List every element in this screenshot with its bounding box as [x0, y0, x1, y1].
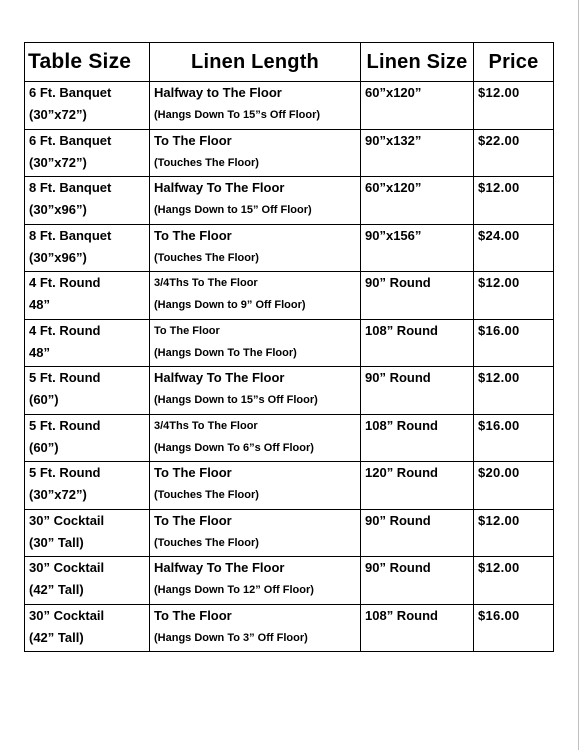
price-value: $12.00: [478, 370, 520, 385]
cell-price: [474, 367, 554, 415]
cell-table-size: [25, 509, 150, 557]
table-size-name: 4 Ft. Round: [29, 322, 101, 338]
cell-linen-size: [361, 129, 474, 177]
linen-size-value: 120” Round: [365, 465, 438, 480]
cell-linen-length: [150, 414, 361, 462]
linen-size-value: 60”x120”: [365, 180, 422, 195]
linen-length-label: Halfway To The Floor: [154, 180, 285, 195]
cell-linen-length: [150, 82, 361, 130]
table-row: [25, 557, 554, 605]
cell-linen-size: [361, 414, 474, 462]
table-size-dimensions: (30” Tall): [29, 534, 84, 550]
header-linen-length: Linen Length: [150, 43, 361, 82]
cell-linen-length: [150, 177, 361, 225]
table-size-name: 30” Cocktail: [29, 512, 105, 528]
linen-size-value: 108” Round: [365, 322, 438, 338]
cell-table-size: [25, 557, 150, 605]
table-size-dimensions: (30”x96”): [29, 249, 87, 265]
table-size-dimensions: (60”): [29, 392, 59, 407]
table-size-name: 5 Ft. Round: [29, 417, 101, 433]
table-size-name: 30” Cocktail: [29, 607, 105, 623]
cell-price: [474, 272, 554, 320]
price-value: $12.00: [478, 512, 520, 528]
linen-length-label: 3/4Ths To The Floor: [154, 419, 258, 432]
linen-length-note: (Hangs Down To 12” Off Floor): [154, 584, 314, 596]
table-size-dimensions: (42” Tall): [29, 582, 84, 597]
linen-size-value: 108” Round: [365, 607, 438, 623]
linen-length-note: (Touches The Floor): [154, 156, 259, 169]
header-linen-size: Linen Size: [361, 43, 474, 82]
table-size-dimensions: (30”x72”): [29, 107, 87, 122]
linen-length-note: (Hangs Down To 3” Off Floor): [154, 631, 308, 644]
linen-length-note: (Hangs Down to 15”s Off Floor): [154, 394, 318, 406]
cell-table-size: [25, 82, 150, 130]
table-row: [25, 129, 554, 177]
linen-length-note: (Hangs Down to 15” Off Floor): [154, 204, 312, 216]
cell-linen-size: [361, 509, 474, 557]
cell-linen-size: [361, 462, 474, 510]
linen-length-note: (Hangs Down To The Floor): [154, 346, 297, 359]
table-size-dimensions: (30”x96”): [29, 202, 87, 217]
price-value: $22.00: [478, 132, 520, 148]
table-size-dimensions: (30”x72”): [29, 487, 87, 502]
cell-linen-length: [150, 224, 361, 272]
linen-length-label: To The Floor: [154, 324, 220, 337]
table-size-dimensions: 48”: [29, 297, 50, 312]
linen-length-label: 3/4Ths To The Floor: [154, 277, 258, 289]
table-size-name: 8 Ft. Banquet: [29, 180, 112, 195]
linen-length-label: To The Floor: [154, 465, 232, 480]
price-value: $24.00: [478, 227, 520, 243]
cell-linen-size: [361, 319, 474, 367]
linen-length-note: (Touches The Floor): [154, 251, 259, 264]
cell-table-size: [25, 272, 150, 320]
linen-length-label: Halfway To The Floor: [154, 560, 285, 575]
price-value: $16.00: [478, 417, 520, 433]
table-size-dimensions: (42” Tall): [29, 629, 84, 645]
cell-linen-size: [361, 82, 474, 130]
table-size-name: 4 Ft. Round: [29, 275, 101, 290]
table-size-dimensions: 48”: [29, 344, 50, 360]
cell-table-size: [25, 414, 150, 462]
cell-linen-size: [361, 367, 474, 415]
linen-length-note: (Touches The Floor): [154, 536, 259, 549]
table-row: [25, 509, 554, 557]
cell-price: [474, 129, 554, 177]
table-size-name: 30” Cocktail: [29, 560, 105, 575]
cell-price: [474, 509, 554, 557]
table-size-name: 6 Ft. Banquet: [29, 132, 112, 148]
table-row: [25, 224, 554, 272]
cell-price: [474, 557, 554, 605]
linen-size-value: 108” Round: [365, 417, 438, 433]
linen-size-value: 90” Round: [365, 370, 431, 385]
cell-linen-length: [150, 367, 361, 415]
linen-size-value: 90”x132”: [365, 132, 422, 148]
table-row: [25, 82, 554, 130]
table-header-row: [25, 43, 554, 82]
linen-size-value: 60”x120”: [365, 85, 422, 100]
linen-length-label: To The Floor: [154, 607, 232, 623]
price-value: $12.00: [478, 180, 520, 195]
linen-length-label: Halfway to The Floor: [154, 85, 282, 100]
cell-linen-size: [361, 272, 474, 320]
cell-table-size: [25, 129, 150, 177]
cell-price: [474, 414, 554, 462]
linen-length-label: Halfway To The Floor: [154, 370, 285, 385]
cell-price: [474, 224, 554, 272]
cell-linen-length: [150, 604, 361, 652]
price-value: $16.00: [478, 322, 520, 338]
table-row: [25, 177, 554, 225]
price-value: $20.00: [478, 465, 520, 480]
cell-price: [474, 82, 554, 130]
linen-size-value: 90” Round: [365, 512, 431, 528]
cell-table-size: [25, 367, 150, 415]
linen-length-label: To The Floor: [154, 512, 232, 528]
cell-linen-size: [361, 604, 474, 652]
table-size-name: 6 Ft. Banquet: [29, 85, 112, 100]
cell-table-size: [25, 224, 150, 272]
table-row: [25, 604, 554, 652]
linen-length-note: (Hangs Down To 15”s Off Floor): [154, 109, 321, 121]
price-value: $12.00: [478, 275, 520, 290]
linen-length-note: (Touches The Floor): [154, 489, 259, 501]
table-row: [25, 272, 554, 320]
cell-price: [474, 319, 554, 367]
table-row: [25, 367, 554, 415]
table-row: [25, 462, 554, 510]
table-size-name: 5 Ft. Round: [29, 465, 101, 480]
cell-price: [474, 177, 554, 225]
cell-linen-size: [361, 557, 474, 605]
table-size-dimensions: (30”x72”): [29, 154, 87, 170]
cell-price: [474, 462, 554, 510]
price-value: $16.00: [478, 607, 520, 623]
table-row: [25, 319, 554, 367]
cell-linen-length: [150, 319, 361, 367]
linen-size-value: 90” Round: [365, 560, 431, 575]
cell-linen-length: [150, 272, 361, 320]
linen-length-note: (Hangs Down to 9” Off Floor): [154, 299, 306, 311]
table-size-name: 5 Ft. Round: [29, 370, 101, 385]
table-row: [25, 414, 554, 462]
header-table-size: Table Size: [25, 43, 150, 82]
cell-table-size: [25, 319, 150, 367]
cell-table-size: [25, 604, 150, 652]
table-size-name: 8 Ft. Banquet: [29, 227, 112, 243]
cell-table-size: [25, 462, 150, 510]
cell-linen-length: [150, 129, 361, 177]
header-price: Price: [474, 43, 554, 82]
linen-length-note: (Hangs Down To 6”s Off Floor): [154, 441, 314, 454]
linen-size-value: 90”x156”: [365, 227, 422, 243]
table-size-dimensions: (60”): [29, 439, 59, 455]
cell-linen-length: [150, 557, 361, 605]
cell-linen-size: [361, 177, 474, 225]
price-value: $12.00: [478, 85, 520, 100]
linen-price-table: [24, 42, 554, 652]
cell-linen-length: [150, 462, 361, 510]
linen-length-label: To The Floor: [154, 132, 232, 148]
cell-linen-size: [361, 224, 474, 272]
price-value: $12.00: [478, 560, 520, 575]
linen-length-label: To The Floor: [154, 227, 232, 243]
cell-price: [474, 604, 554, 652]
linen-size-value: 90” Round: [365, 275, 431, 290]
cell-table-size: [25, 177, 150, 225]
cell-linen-length: [150, 509, 361, 557]
